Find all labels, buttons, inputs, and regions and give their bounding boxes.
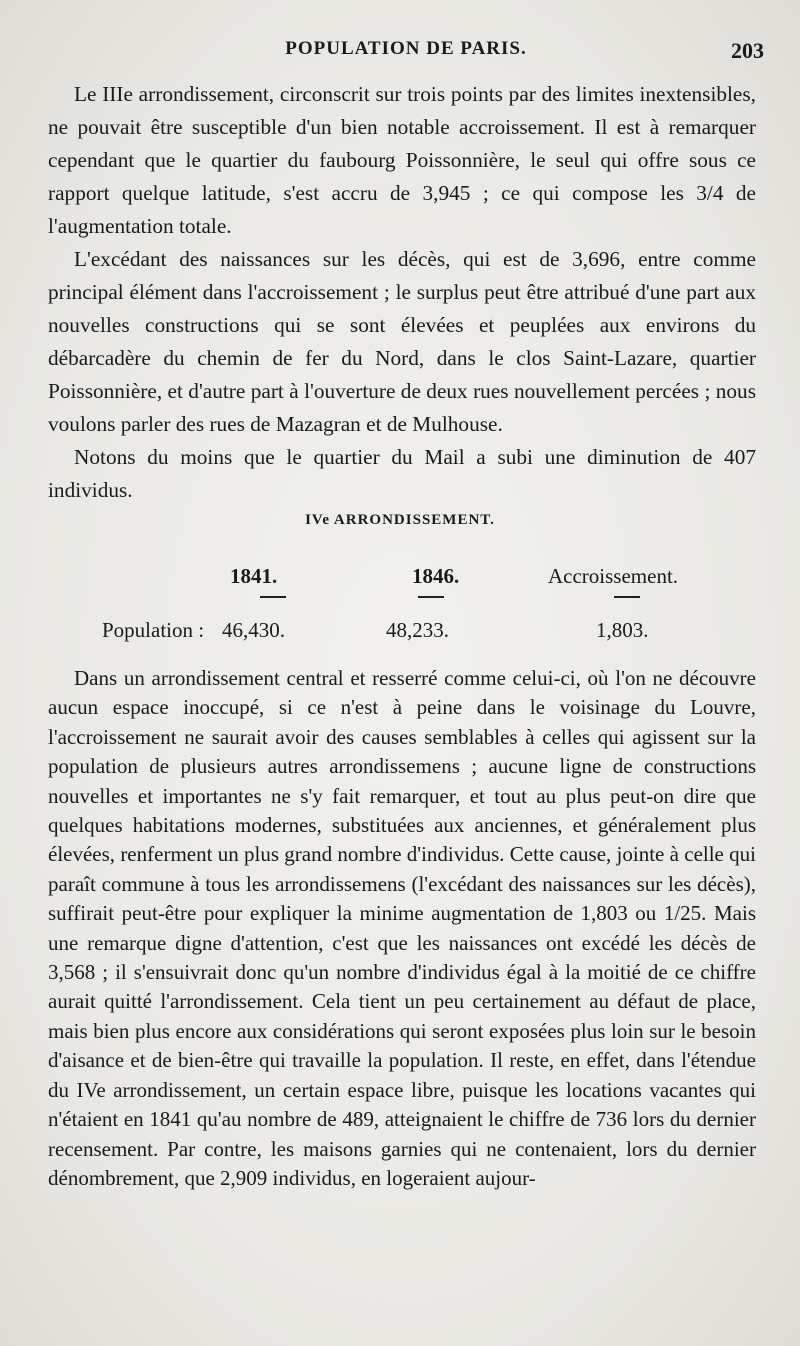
rule: [614, 596, 640, 598]
paragraph: Le IIIe arrondissement, circonscrit sur trois points par des limites inextensibles, ne pouvait être susceptible d'un bien notable accroissement. Il est à remarquer cependant que le quartier du faubourg Poissonnière, le seul qui offre sous ce rapport quelque latitude, s'est accru de 3,945 ; ce qui compose les 3/4 de l'augmentation totale.: [48, 82, 756, 238]
paragraph: Dans un arrondissement central et resserré comme celui-ci, où l'on ne découvre aucun espace inoccupé, si ce n'est à peine dans le voisinage du Louvre, l'accroissement ne saurait avoir des causes semblables à celles qui agissent sur la population de plusieurs autres arrondissemens ; aucune ligne de constructions nouvelles et importantes ne s'y fait remarquer, et tout au plus peut-on dire que quelques habitations modernes, substituées aux anciennes, et généralement plus élevées, renferment un plus grand nombre d'individus. Cette cause, jointe à celle qui paraît commune à tous les arrondissemens (l'excédant des naissances sur les décès), suffirait peut-être pour expliquer la minime augmentation de 1,803 ou 1/25. Mais une remarque digne d'attention, c'est que les naissances ont excédé les décès de 3,568 ; il s'ensuivrait donc qu'un nombre d'individus égal à la moitié de ce chiffre aurait quitté l'arrondissement. Cela tient un peu certainement au défaut de place, mais bien plus encore aux considérations qui seront exposées plus loin sur le besoin d'aisance et de bien-être qui travaille la population. Il reste, en effet, dans l'étendue du IVe arrondissement, un certain espace libre, puisque les locations vacantes qui n'étaient en 1841 qu'au nombre de 489, atteignaient le chiffre de 736 lors du dernier recensement. Par contre, les maisons garnies qui ne contenaient, lors du dernier dénombrement, que 2,909 individus, en logeraient aujour-: [48, 666, 756, 1190]
body-text-top: [48, 78, 756, 507]
col-1846: 1846.: [412, 564, 460, 588]
section-heading: IVe ARRONDISSEMENT.: [305, 512, 495, 528]
paragraph: Notons du moins que le quartier du Mail a subi une diminution de 407 individus.: [48, 445, 756, 502]
paragraph: L'excédant des naissances sur les décès, qui est de 3,696, entre comme principal élément dans l'accroissement ; le surplus peut être attribué d'une part aux nouvelles constructions qui se sont élevées et peuplées aux environs du débarcadère du chemin de fer du Nord, dans le clos Saint-Lazare, quartier Poissonnière, et d'autre part à l'ouverture de deux rues nouvellement percées ; nous voulons parler des rues de Mazagran et de Mulhouse.: [48, 247, 756, 436]
rule: [418, 596, 444, 598]
running-title: POPULATION DE PARIS.: [285, 38, 527, 59]
page-number: 203: [731, 38, 764, 63]
row-label: Population :: [102, 618, 205, 642]
value-increase: 1,803.: [596, 618, 649, 642]
col-1841: 1841.: [230, 564, 278, 588]
page-header: [48, 38, 764, 68]
value-1846: 48,233.: [386, 618, 449, 642]
value-1841: 46,430.: [222, 618, 285, 642]
rule: [260, 596, 286, 598]
col-increase: Accroissement.: [548, 564, 679, 588]
body-text-bottom: [48, 664, 756, 1193]
